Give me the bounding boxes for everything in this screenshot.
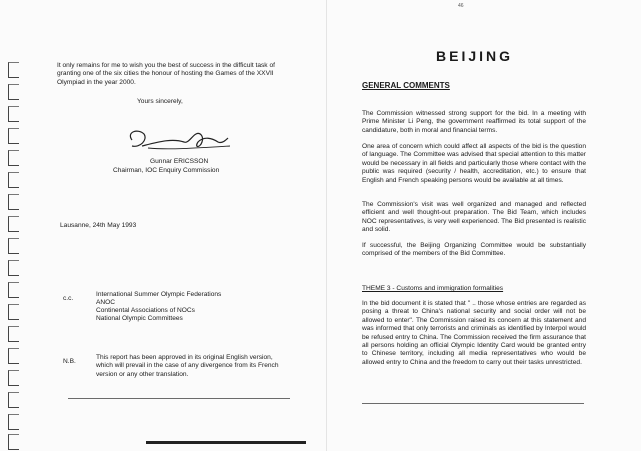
cc-recipient: ANOC xyxy=(96,299,116,306)
binding-hole xyxy=(8,282,19,298)
binding-hole xyxy=(8,260,19,276)
binding-hole xyxy=(8,128,19,144)
cc-label: c.c. xyxy=(63,295,74,302)
binding-hole xyxy=(8,84,19,100)
paragraph: The Commission witnessed strong support for the bid. In a meeting with Prime Minister Li Peng, the government reaffirmed its total support of the candidature, both in moral and financial terms. xyxy=(362,110,586,134)
binding-hole xyxy=(8,414,19,430)
binding-hole xyxy=(8,326,19,342)
binding-hole xyxy=(8,348,19,364)
theme-paragraph: In the bid document it is stated that " .. those whose entries are regarded as posing a threat to China's national security and social order will not be allowed to enter". The Commission raised its concern at this statement and was informed that only terrorists and criminals as identified by Interpol would be refused entry to China. The Commission received the firm assurance that all persons holding an official Olympic Identity Card would be granted entry to Chinese territory, including all media representatives who would be allowed entry to China and the freedom to carry out their tasks unrestricted. xyxy=(362,300,586,366)
binding-hole xyxy=(8,238,19,254)
binding-hole xyxy=(8,370,19,386)
cc-recipient: Continental Associations of NOCs xyxy=(96,307,195,314)
binding-hole xyxy=(8,106,19,122)
nb-text: This report has been approved in its original English version, which will prevail in the case of any divergence from its French version or any other translation. xyxy=(96,354,279,378)
page-gutter xyxy=(326,0,327,451)
binding-hole xyxy=(8,62,19,78)
binding-hole xyxy=(8,434,19,450)
city-heading: BEIJING xyxy=(436,48,514,64)
spiral-binding xyxy=(0,0,28,451)
section-heading: GENERAL COMMENTS xyxy=(362,81,450,90)
salutation: Yours sincerely, xyxy=(137,98,183,105)
handwritten-signature xyxy=(118,124,238,158)
paragraph: One area of concern which could affect all aspects of the bid is the question of language. The Committee was advised that special attention to this matter would be necessary in all fields and particularly those where contact with the public was required (security / health, accreditation, etc.) to ensure that English and French speaking persons would be available at all times. xyxy=(362,143,586,184)
binding-hole xyxy=(8,150,19,166)
binding-hole xyxy=(8,304,19,320)
rule-line xyxy=(362,403,584,404)
signatory-name: Gunnar ERICSSON xyxy=(150,158,209,165)
page-number: 46 xyxy=(458,3,464,9)
page-edge-shadow xyxy=(146,441,306,444)
closing-paragraph: It only remains for me to wish you the best of success in the difficult task of granting one of the six cities the honour of hosting the Games of the XXVII Olympiad in the year 2000. xyxy=(57,62,275,86)
place-date: Lausanne, 24th May 1993 xyxy=(60,222,137,229)
cc-recipient: International Summer Olympic Federations xyxy=(96,291,222,298)
rule-line xyxy=(68,398,290,399)
paragraph: If successful, the Beijing Organizing Committee would be substantially comprised of the members of the Bid Committee. xyxy=(362,242,586,258)
paragraph: The Commission's visit was well organized and managed and reflected efficient and well thought-out preparation. The Bid Team, which includes NOC representatives, is very well experienced. The Bid presented is realistic and solid. xyxy=(362,201,586,234)
binding-hole xyxy=(8,172,19,188)
binding-hole xyxy=(8,392,19,408)
binding-hole xyxy=(8,194,19,210)
cc-recipient: National Olympic Committees xyxy=(96,315,183,322)
theme-heading: THEME 3 - Customs and immigration formalities xyxy=(362,285,504,292)
nb-label: N.B. xyxy=(63,358,76,365)
binding-hole xyxy=(8,216,19,232)
signatory-title: Chairman, IOC Enquiry Commission xyxy=(113,167,220,174)
